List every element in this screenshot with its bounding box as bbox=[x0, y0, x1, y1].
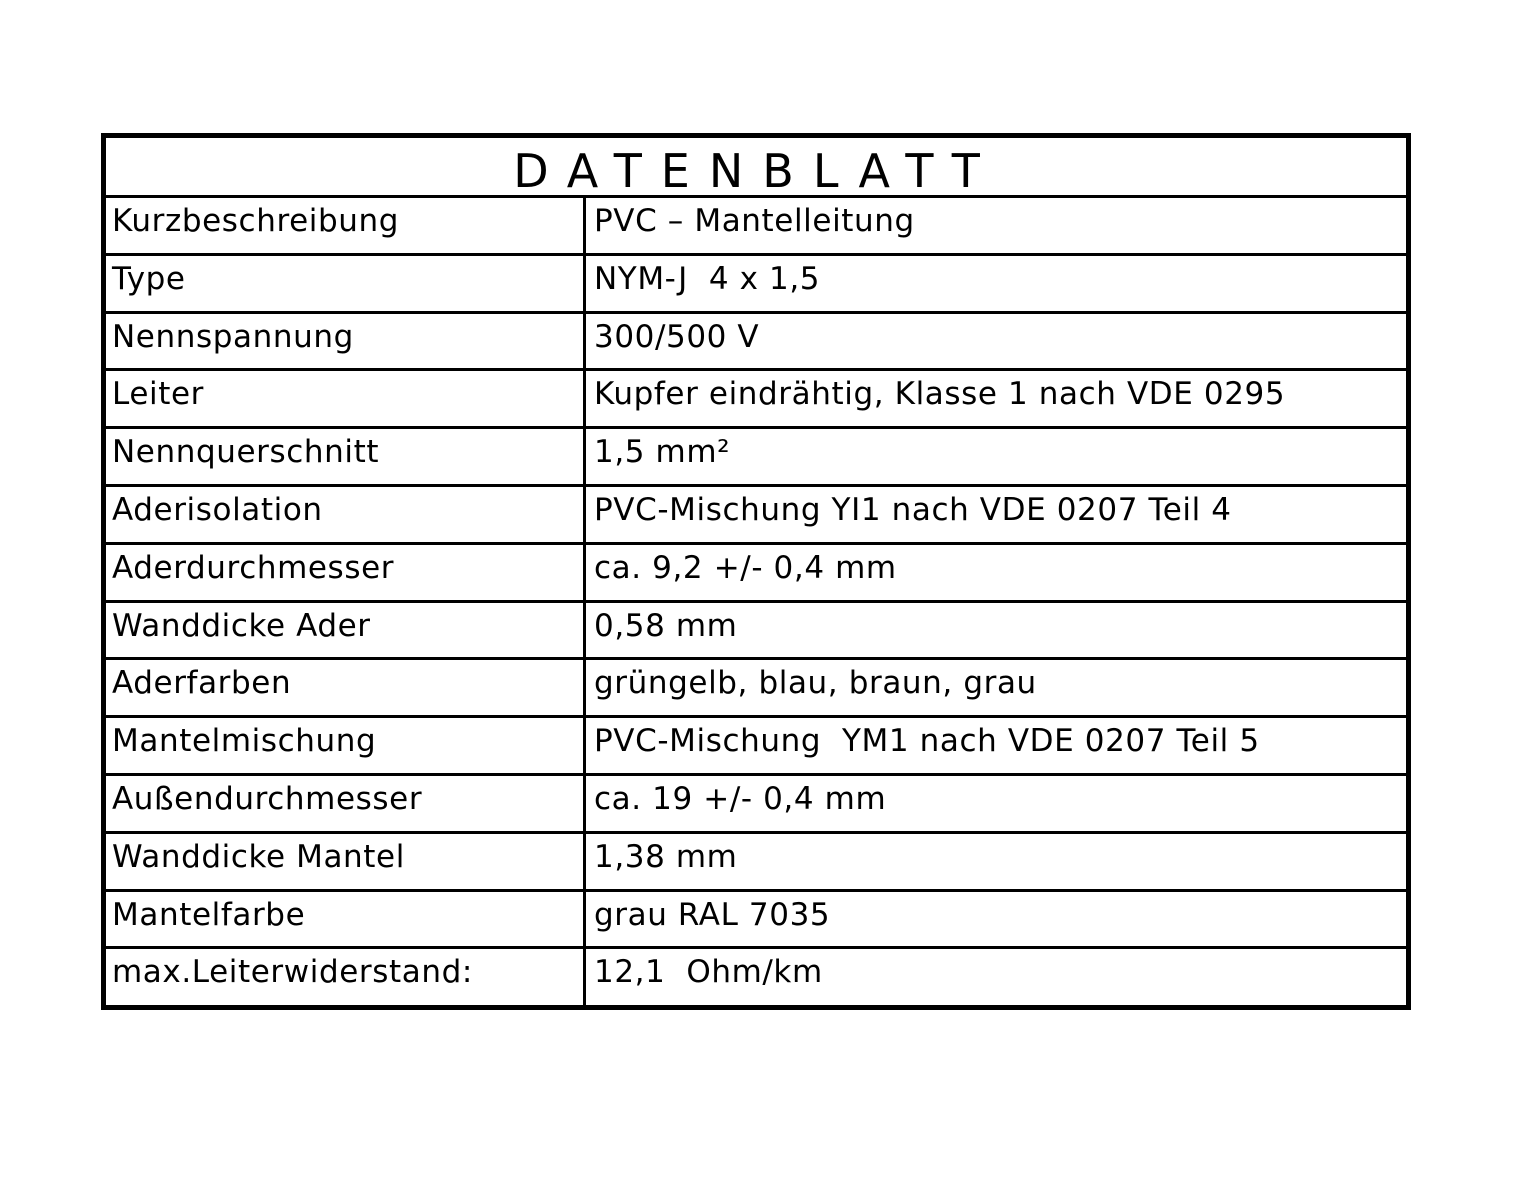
row-value: Kupfer eindrähtig, Klasse 1 nach VDE 0295 bbox=[594, 376, 1286, 413]
row-value: 300/500 V bbox=[594, 318, 760, 355]
row-label: Aderfarben bbox=[106, 660, 586, 715]
row-label: Nennspannung bbox=[106, 314, 586, 369]
row-value: ca. 19 +/- 0,4 mm bbox=[594, 780, 887, 817]
table-row bbox=[106, 776, 1406, 834]
table-row bbox=[106, 429, 1406, 487]
table-row bbox=[106, 487, 1406, 545]
row-label: Type bbox=[106, 256, 586, 311]
table-row bbox=[106, 660, 1406, 718]
row-value: 12,1 Ohm/km bbox=[594, 954, 823, 991]
row-value: PVC – Mantelleitung bbox=[594, 203, 915, 239]
row-value: ca. 9,2 +/- 0,4 mm bbox=[594, 549, 897, 586]
datasheet-title: DATENBLATT bbox=[106, 138, 1406, 198]
row-label: max.Leiterwiderstand: bbox=[106, 949, 586, 1007]
table-row bbox=[106, 834, 1406, 892]
row-value: grüngelb, blau, braun, grau bbox=[594, 665, 1037, 702]
table-row bbox=[106, 371, 1406, 429]
row-value: PVC-Mischung YM1 nach VDE 0207 Teil 5 bbox=[594, 723, 1260, 760]
row-label: Mantelmischung bbox=[106, 718, 586, 773]
row-label: Wanddicke Ader bbox=[106, 603, 586, 658]
row-label: Aderdurchmesser bbox=[106, 545, 586, 600]
row-value: 1,38 mm bbox=[594, 838, 738, 875]
table-row bbox=[106, 198, 1406, 256]
row-value: PVC-Mischung YI1 nach VDE 0207 Teil 4 bbox=[594, 491, 1232, 528]
row-value: 1,5 mm² bbox=[594, 434, 731, 471]
table-row bbox=[106, 603, 1406, 661]
row-label: Außendurchmesser bbox=[106, 776, 586, 831]
row-label: Mantelfarbe bbox=[106, 892, 586, 947]
row-value: grau RAL 7035 bbox=[594, 896, 831, 933]
row-label: Nennquerschnitt bbox=[106, 429, 586, 484]
row-value: NYM-J 4 x 1,5 bbox=[594, 260, 821, 297]
row-label: Leiter bbox=[106, 371, 586, 426]
row-label: Kurzbeschreibung bbox=[106, 198, 586, 253]
row-value: 0,58 mm bbox=[594, 607, 738, 644]
table-row bbox=[106, 949, 1406, 1007]
table-row bbox=[106, 892, 1406, 950]
table-row bbox=[106, 314, 1406, 372]
table-row bbox=[106, 256, 1406, 314]
datasheet-table bbox=[101, 133, 1411, 1010]
row-label: Wanddicke Mantel bbox=[106, 834, 586, 889]
table-row bbox=[106, 718, 1406, 776]
row-label: Aderisolation bbox=[106, 487, 586, 542]
table-row bbox=[106, 545, 1406, 603]
